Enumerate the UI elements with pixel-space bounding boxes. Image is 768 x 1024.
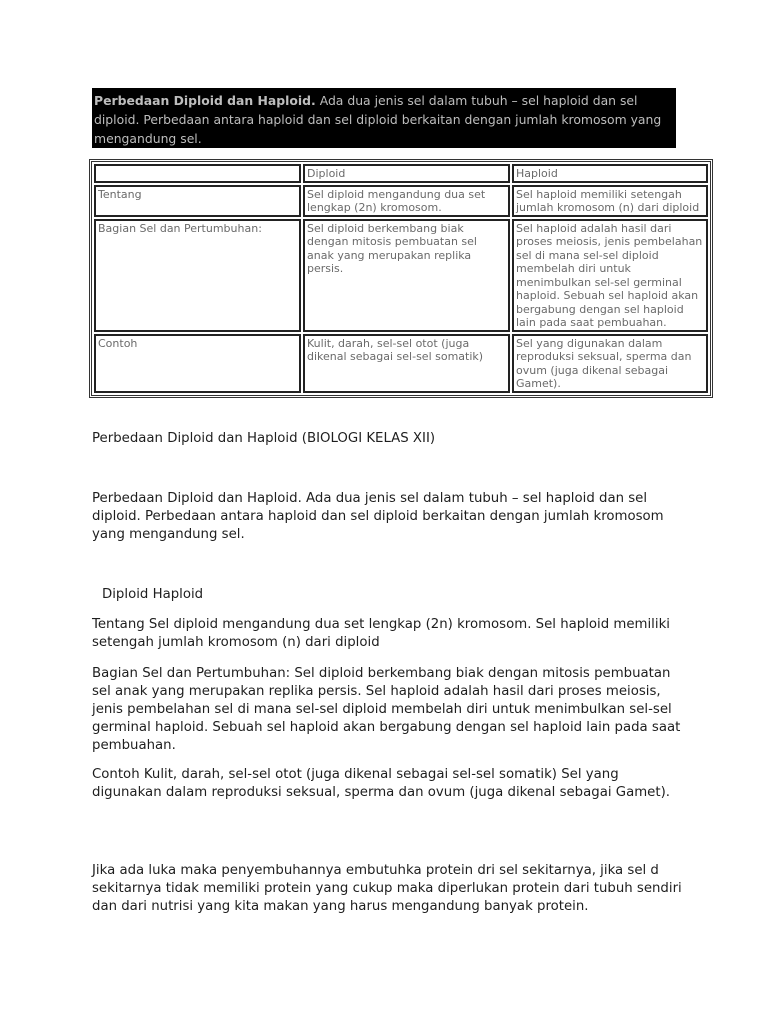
table-header-cell-haploid: Haploid xyxy=(512,164,708,183)
table-row xyxy=(94,334,708,393)
table-header-row xyxy=(94,164,708,183)
table-cell-label: Bagian Sel dan Pertumbuhan: xyxy=(94,219,301,332)
intro-banner xyxy=(92,88,676,148)
table-header-cell-diploid: Diploid xyxy=(303,164,510,183)
table-cell-haploid: Sel haploid adalah hasil dari proses meiosis, jenis pembelahan sel di mana sel-sel diploid membelah diri untuk menimbulkan sel-sel germinal haploid. Sebuah sel haploid akan bergabung dengan sel haploid lain pada saat pembuahan. xyxy=(512,219,708,332)
table-cell-diploid: Sel diploid berkembang biak dengan mitosis pembuatan sel anak yang merupakan replika persis. xyxy=(303,219,510,332)
banner-text: Ada dua jenis sel dalam tubuh – sel haploid dan sel diploid. Perbedaan antara haploid dan sel diploid berkaitan dengan jumlah kromosom yang mengandung sel. xyxy=(94,93,662,146)
table-cell-label: Contoh xyxy=(94,334,301,393)
document-title: Perbedaan Diploid dan Haploid (BIOLOGI KELAS XII) xyxy=(92,431,436,447)
intro-paragraph: Perbedaan Diploid dan Haploid. Ada dua jenis sel dalam tubuh – sel haploid dan sel diploid. Perbedaan antara haploid dan sel diploid berkaitan dengan jumlah kromosom yang mengandung sel. xyxy=(92,491,664,543)
comparison-table xyxy=(89,159,713,398)
table-header-cell-empty xyxy=(94,164,301,183)
table-row xyxy=(94,219,708,332)
contoh-paragraph: Contoh Kulit, darah, sel-sel otot (juga dikenal sebagai sel-sel somatik) Sel yang digunakan dalam reproduksi seksual, sperma dan ovum (juga dikenal sebagai Gamet). xyxy=(92,767,670,801)
tentang-paragraph: Tentang Sel diploid mengandung dua set lengkap (2n) kromosom. Sel haploid memiliki setengah jumlah kromosom (n) dari diploid xyxy=(92,617,670,651)
bagian-paragraph: Bagian Sel dan Pertumbuhan: Sel diploid berkembang biak dengan mitosis pembuatan sel anak yang merupakan replika persis. Sel haploid adalah hasil dari proses meiosis, jenis pembelahan sel di mana sel-sel diploid membelah diri untuk menimbulkan sel-sel germinal haploid. Sebuah sel haploid akan bergabung dengan sel haploid lain pada saat pembuahan. xyxy=(92,666,681,754)
column-header-line: Diploid Haploid xyxy=(102,587,204,603)
table-cell-haploid: Sel haploid memiliki setengah jumlah kromosom (n) dari diploid xyxy=(512,185,708,217)
table-cell-label: Tentang xyxy=(94,185,301,217)
banner-title: Perbedaan Diploid dan Haploid. xyxy=(94,93,316,108)
table-cell-diploid: Sel diploid mengandung dua set lengkap (2n) kromosom. xyxy=(303,185,510,217)
closing-paragraph: Jika ada luka maka penyembuhannya embutuhka protein dri sel sekitarnya, jika sel d sekitarnya tidak memiliki protein yang cukup maka diperlukan protein dari tubuh sendiri dan dari nutrisi yang kita makan yang harus mengandung banyak protein. xyxy=(92,863,682,915)
table-cell-diploid: Kulit, darah, sel-sel otot (juga dikenal sebagai sel-sel somatik) xyxy=(303,334,510,393)
table-cell-haploid: Sel yang digunakan dalam reproduksi seksual, sperma dan ovum (juga dikenal sebagai Gamet). xyxy=(512,334,708,393)
table-row xyxy=(94,185,708,217)
